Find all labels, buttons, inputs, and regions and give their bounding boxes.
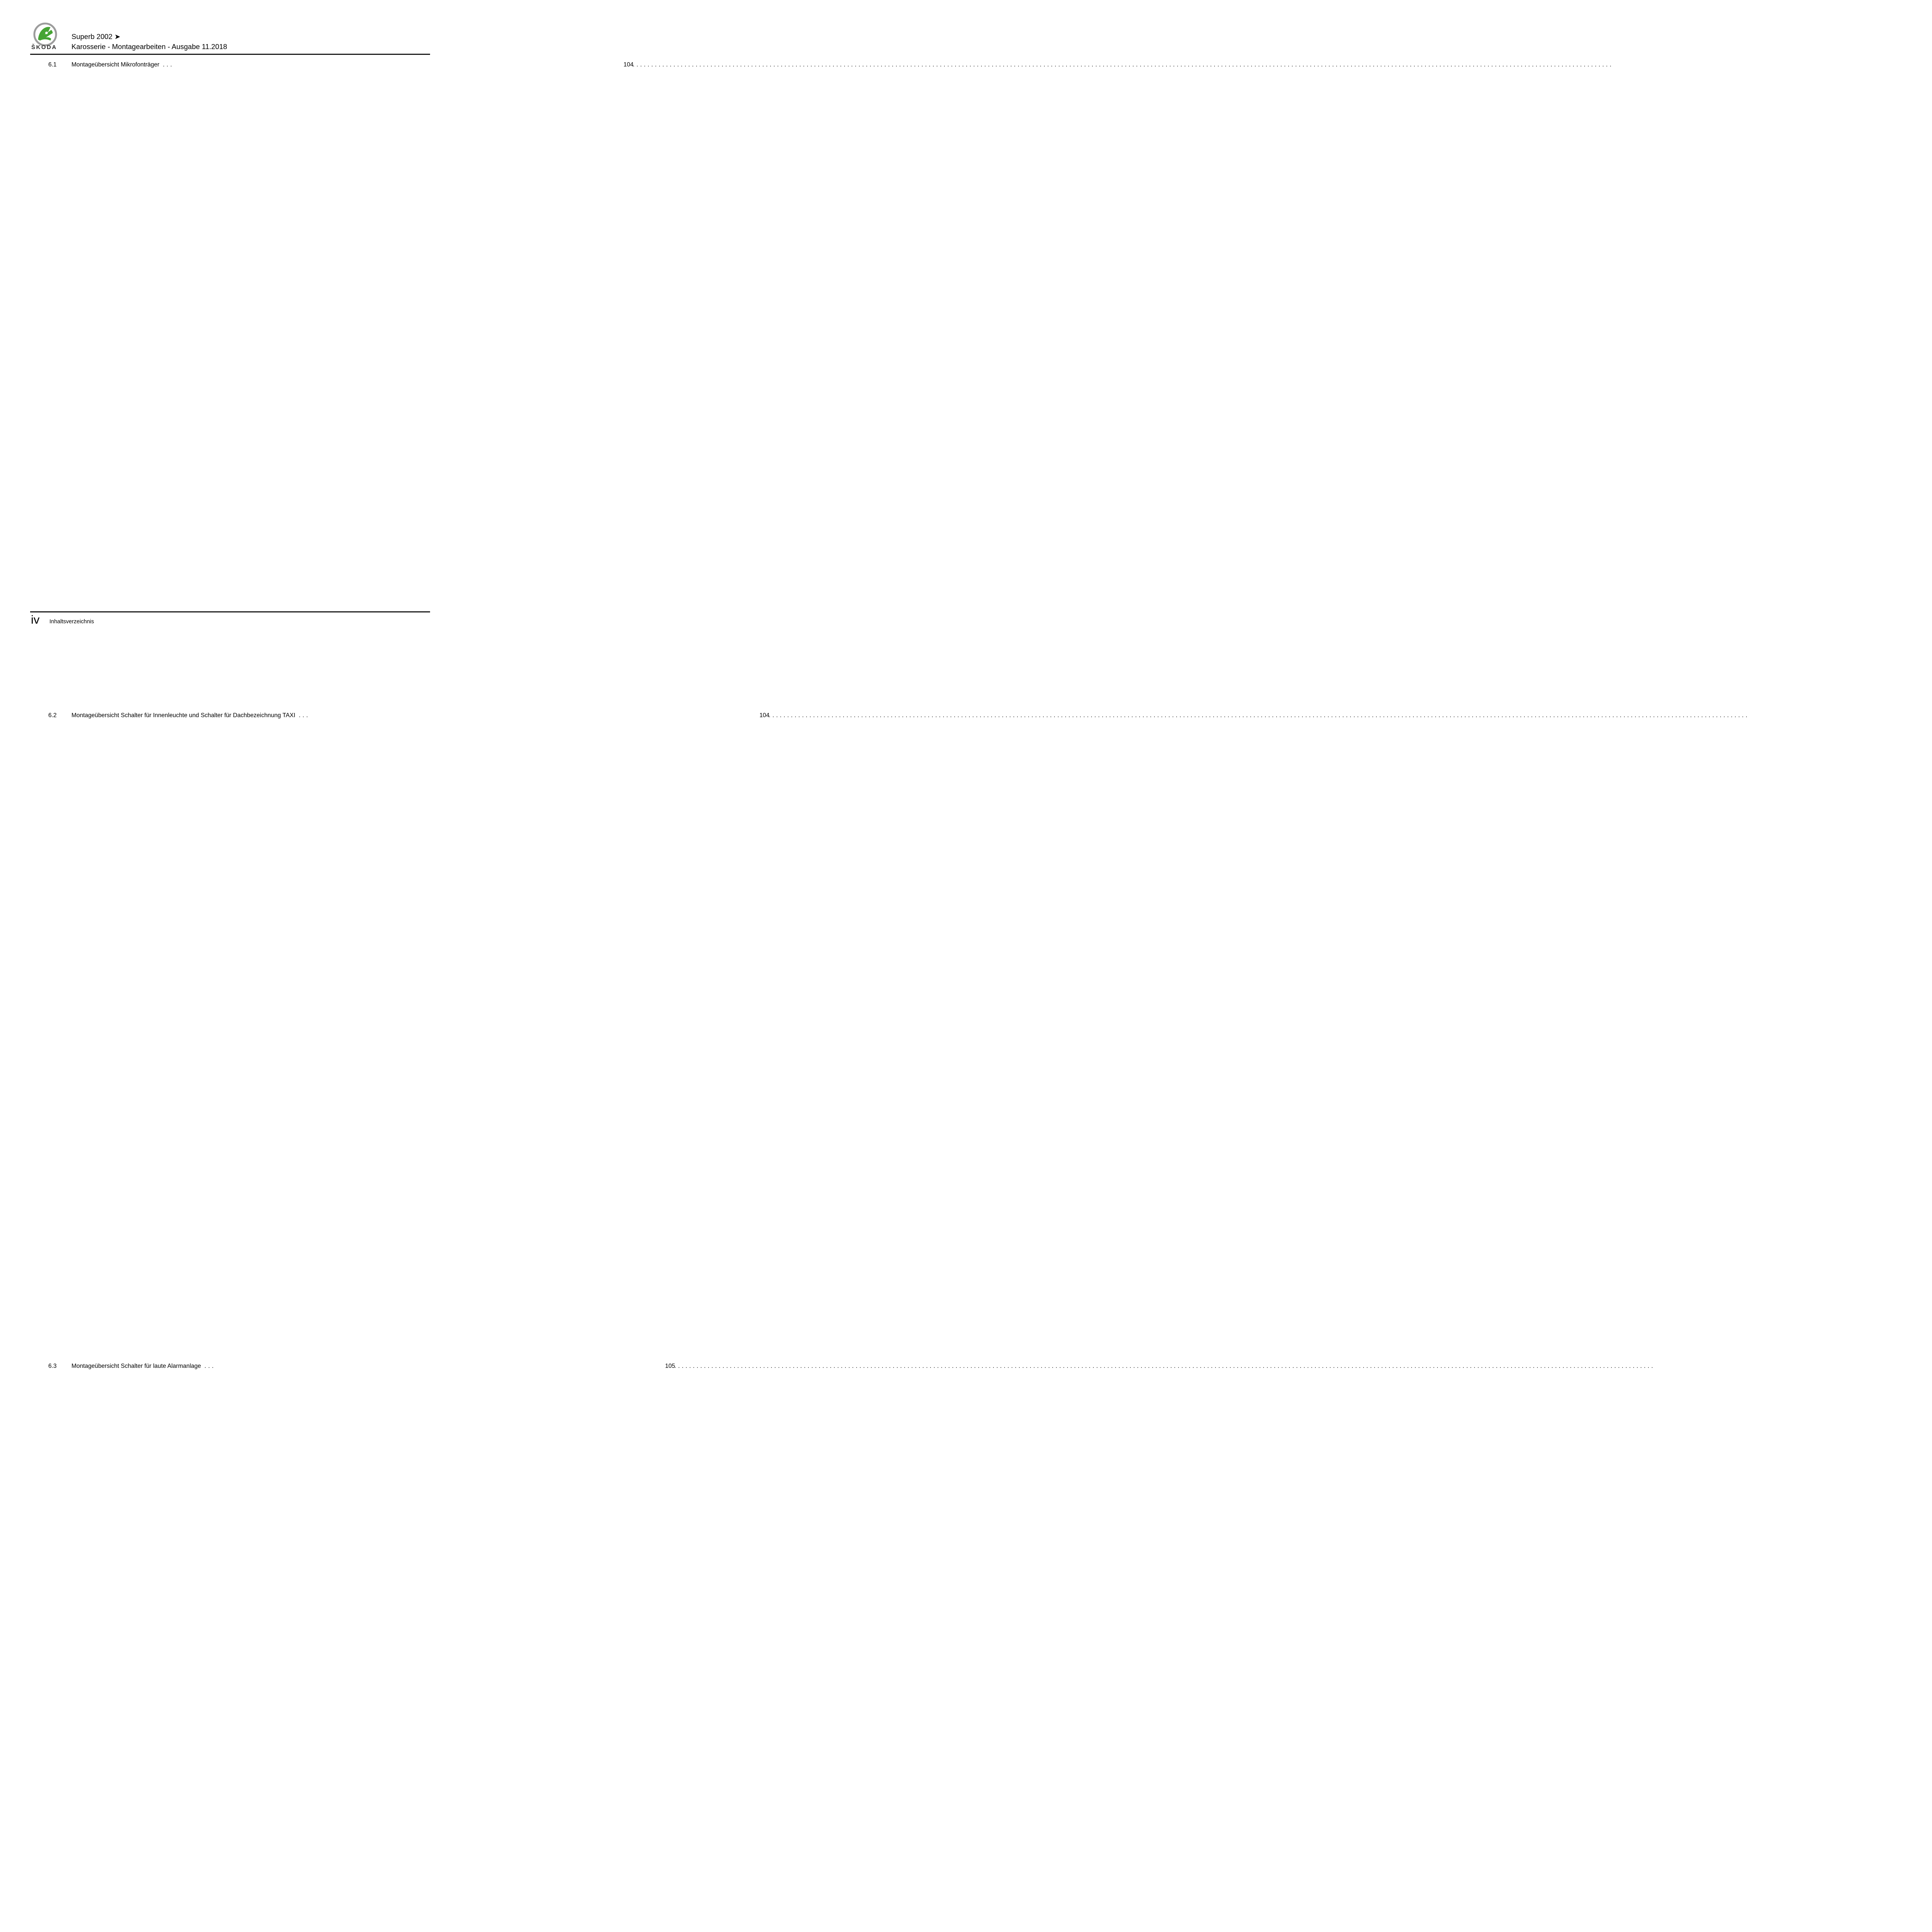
header-doc-title: Karosserie - Montagearbeiten - Ausgabe 11.2018 xyxy=(71,43,227,51)
toc-entry-number: 6.2 xyxy=(48,712,57,719)
toc-entry-title: Montageübersicht Schalter für laute Alarmanlage xyxy=(71,1363,201,1369)
toc-entry-page: 104 xyxy=(173,60,633,711)
document-page xyxy=(0,0,770,1369)
dot-leader xyxy=(299,711,306,721)
dot-leader xyxy=(204,1362,211,1371)
footer-rule xyxy=(30,611,430,612)
toc xyxy=(30,60,770,1932)
header-model-line: Superb 2002 ➤ xyxy=(71,32,121,41)
toc-entry-row xyxy=(30,711,770,1362)
toc-entry-title: Montageübersicht Schalter für Innenleuchte und Schalter für Dachbezeichnung TAXI xyxy=(71,712,296,719)
footer-section-label: Inhaltsverzeichnis xyxy=(49,619,94,625)
toc-entry-row xyxy=(30,60,634,711)
header-titles xyxy=(71,32,227,52)
dot-leader xyxy=(163,60,170,70)
skoda-brand-wordmark: ŠKODA xyxy=(31,44,57,51)
skoda-winged-arrow-logo-icon xyxy=(33,22,58,47)
toc-entry-page: 104 xyxy=(309,711,769,1362)
footer-page-number: iv xyxy=(31,613,40,626)
toc-entry-title: Montageübersicht Mikrofonträger xyxy=(71,61,160,68)
toc-entry-page: 105 xyxy=(215,1362,675,1932)
toc-entry-row xyxy=(30,1362,675,1932)
header-rule xyxy=(30,54,430,55)
toc-entry-number: 6.3 xyxy=(48,1363,57,1369)
toc-entry-number: 6.1 xyxy=(48,61,57,68)
